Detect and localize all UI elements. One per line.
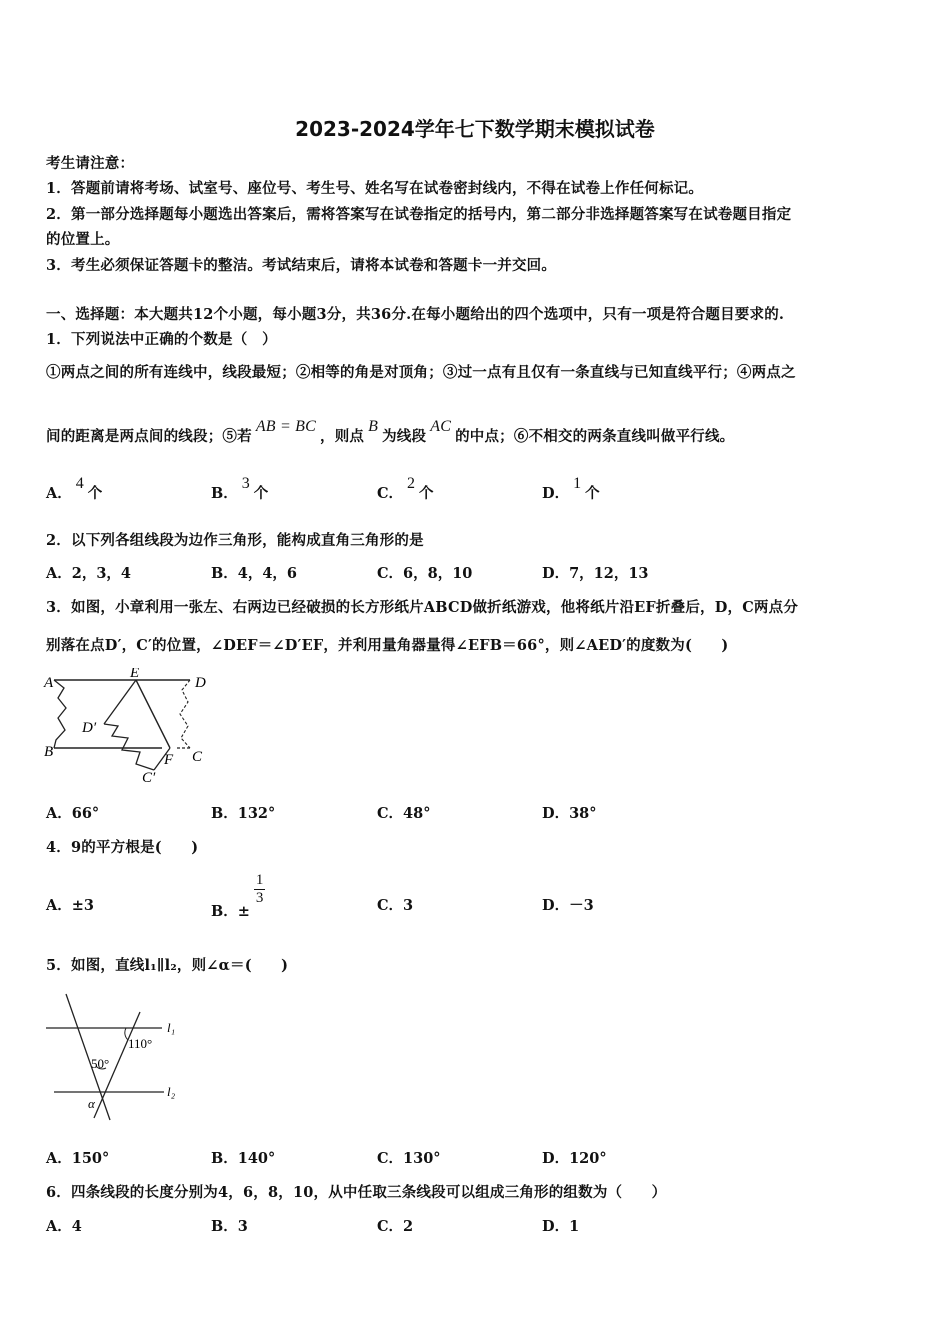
notice-item-3: 3．考生必须保证答题卡的整洁。考试结束后，请将本试卷和答题卡一并交回。 <box>46 257 557 274</box>
q5-parallel-lines-figure <box>40 988 200 1123</box>
q1-line2-d: 的中点；⑥不相交的两条直线叫做平行线。 <box>455 428 735 445</box>
q3-line2: 别落在点D′，C′的位置，∠DEF＝∠D′EF，并利用量角器量得∠EFB＝66°，则∠AED′的度数为( ) <box>46 637 729 654</box>
q3-label-d: D <box>195 675 206 691</box>
q3-label-a: A <box>44 675 54 691</box>
q3-label-f: F <box>164 752 174 768</box>
q3-label-e: E <box>130 668 140 681</box>
q6-option-d[interactable]: D．1 <box>542 1218 580 1235</box>
q3-label-c-prime: C′ <box>142 770 156 786</box>
q1-stem: 1．下列说法中正确的个数是（ ） <box>46 331 277 348</box>
q4-option-c[interactable]: C．3 <box>377 897 414 914</box>
q1-math-b: B <box>368 418 379 435</box>
q5-stem: 5．如图，直线l₁∥l₂，则∠α＝( ) <box>46 957 289 974</box>
q2-option-c[interactable]: C．6，8，10 <box>377 565 473 582</box>
q2-option-a[interactable]: A．2，3，4 <box>46 565 132 582</box>
q1-option-a[interactable]: A．4个 <box>46 475 103 502</box>
q4-stem: 4．9的平方根是( ) <box>46 839 199 856</box>
page-title: 2023-2024学年七下数学期末模拟试卷 <box>295 117 655 141</box>
q2-option-d[interactable]: D．7，12，13 <box>542 565 649 582</box>
q1-option-d[interactable]: D．1个 <box>542 475 600 502</box>
q5-label-110: 110° <box>128 1036 153 1051</box>
notice-item-2-cont: 的位置上。 <box>46 231 120 248</box>
notice-item-2: 2．第一部分选择题每小题选出答案后，需将答案写在试卷指定的括号内，第二部分非选择题答案写在试卷题目指定 <box>46 206 792 223</box>
q2-option-b[interactable]: B．4，4，6 <box>211 565 298 582</box>
q5-label-l2: l₂ <box>167 1084 176 1099</box>
notice-item-1: 1．答题前请将考场、试室号、座位号、考生号、姓名写在试卷密封线内，不得在试卷上作任何标记。 <box>46 180 704 197</box>
q1-line2-a: 间的距离是两点间的线段；⑤若 <box>46 428 252 445</box>
q3-option-a[interactable]: A．66° <box>46 805 100 822</box>
q1-option-b[interactable]: B．3个 <box>211 475 269 502</box>
q3-label-b: B <box>44 744 54 760</box>
q6-option-b[interactable]: B．3 <box>211 1218 248 1235</box>
q1-line2-c: 为线段 <box>382 428 427 445</box>
q4-option-b-label: B．± <box>211 902 250 920</box>
q5-label-alpha: α <box>88 1096 95 1111</box>
q4-fraction: $\frac{1}{3}$ <box>255 872 264 906</box>
q6-stem: 6．四条线段的长度分别为4，6，8，10，从中任取三条线段可以组成三角形的组数为（ ） <box>46 1184 667 1201</box>
q1-math-ac: AC <box>430 418 452 435</box>
q1-option-c[interactable]: C．2个 <box>377 475 434 502</box>
q1-line1: ①两点之间的所有连线中，线段最短；②相等的角是对顶角；③过一点有且仅有一条直线与已知直线平行；④两点之 <box>46 364 796 381</box>
q4-option-d[interactable]: D．－3 <box>542 897 594 914</box>
q6-option-a[interactable]: A．4 <box>46 1218 82 1235</box>
q5-option-c[interactable]: C．130° <box>377 1150 441 1167</box>
q6-option-c[interactable]: C．2 <box>377 1218 414 1235</box>
q2-stem: 2．以下列各组线段为边作三角形，能构成直角三角形的是 <box>46 532 424 549</box>
q1-math-ab-bc: AB = BC <box>255 418 317 435</box>
q3-option-c[interactable]: C．48° <box>377 805 431 822</box>
q5-label-50: 50° <box>91 1056 110 1071</box>
notice-heading: 考生请注意： <box>46 155 135 172</box>
q3-option-b[interactable]: B．132° <box>211 805 276 822</box>
q3-line1: 3．如图，小章利用一张左、右两边已经破损的长方形纸片ABCD做折纸游戏，他将纸片沿EF折叠后，D，C两点分 <box>46 599 799 616</box>
q5-label-l1: l₁ <box>167 1020 176 1035</box>
q5-option-b[interactable]: B．140° <box>211 1150 276 1167</box>
q5-option-d[interactable]: D．120° <box>542 1150 607 1167</box>
q3-option-d[interactable]: D．38° <box>542 805 597 822</box>
q3-label-d-prime: D′ <box>82 720 97 736</box>
q3-folding-figure <box>40 668 210 788</box>
q5-option-a[interactable]: A．150° <box>46 1150 110 1167</box>
q4-option-a[interactable]: A．±3 <box>46 897 94 914</box>
q1-line2-b: ，则点 <box>320 428 365 445</box>
q4-option-b[interactable] <box>211 872 265 920</box>
q3-label-c: C <box>192 749 203 765</box>
q1-line2 <box>46 418 735 446</box>
section-heading: 一、选择题：本大题共12个小题，每小题3分，共36分.在每小题给出的四个选项中，只有一项是符合题目要求的. <box>46 306 785 323</box>
